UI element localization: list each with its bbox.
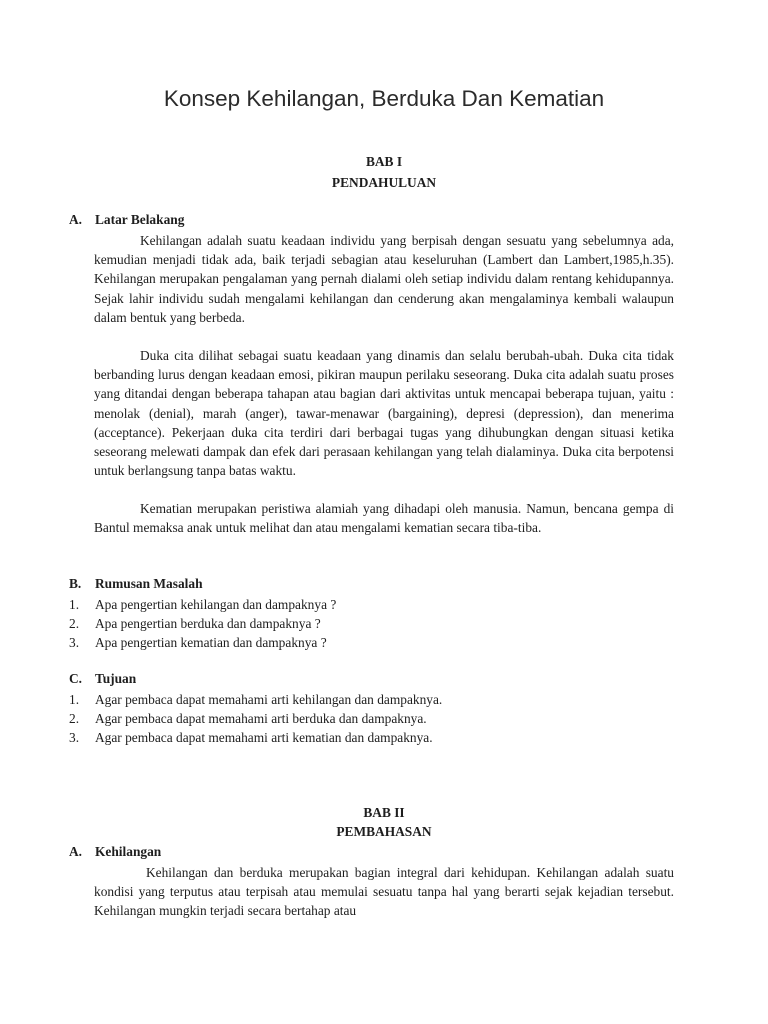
- section-letter: C.: [69, 671, 83, 686]
- chapter-name: PEMBAHASAN: [336, 824, 432, 839]
- list-number: 1.: [69, 597, 80, 612]
- paragraph: [94, 346, 674, 480]
- list-text: Agar pembaca dapat memahami arti kehilangan dan dampaknya.: [95, 692, 443, 707]
- chapter-number: BAB I: [365, 154, 403, 169]
- section-letter: B.: [69, 576, 82, 591]
- list-item: [69, 709, 442, 728]
- list-number: 1.: [69, 692, 80, 707]
- section-heading-latar-belakang: [69, 212, 184, 228]
- goal-list: [69, 690, 442, 748]
- list-text: Agar pembaca dapat memahami arti kematian dan dampaknya.: [95, 730, 433, 746]
- section-title: Latar Belakang: [95, 212, 185, 227]
- list-text: Apa pengertian kematian dan dampaknya ?: [95, 635, 327, 651]
- paragraph-text: Kematian merupakan peristiwa alamiah yang dihadapi oleh manusia. Namun, bencana gempa di Bantul memaksa anak untuk melihat dan atau mengalami kematian secara tiba-tiba.: [94, 501, 674, 536]
- list-item: [69, 690, 442, 709]
- chapter-number: BAB II: [363, 805, 405, 820]
- list-number: 2.: [69, 616, 80, 632]
- list-number: 3.: [69, 635, 80, 651]
- list-number: 2.: [69, 711, 80, 727]
- section-heading-tujuan: [69, 671, 136, 687]
- list-number: 3.: [69, 730, 80, 746]
- paragraph-text: Duka cita dilihat sebagai suatu keadaan yang dinamis dan selalu berubah-ubah. Duka cita tidak berbanding lurus dengan keadaan emosi, pikiran maupun perilaku seseorang. Duka cita adalah suatu proses yang ditandai dengan beberapa tahapan atau bagian dari aktivitas untuk mencapai beberapa tujuan, yaitu : menolak (denial), marah (anger), tawar-menawar (bargaining), depresi (depression), dan menerima (acceptance). Pekerjaan duka cita terdiri dari berbagai tugas yang dihubungkan dengan situasi ketika seseorang melewati dampak dan efek dari perasaan kehilangan yang telah dialaminya. Duka cita berpotensi untuk berlangsung tanpa batas waktu.: [94, 348, 674, 479]
- list-text: Apa pengertian berduka dan dampaknya ?: [95, 616, 321, 632]
- section-heading-kehilangan: [69, 844, 161, 860]
- list-item: [69, 633, 336, 652]
- section-title: Tujuan: [95, 671, 137, 686]
- list-item: [69, 728, 442, 747]
- list-text: Agar pembaca dapat memahami arti berduka dan dampaknya.: [95, 711, 427, 727]
- problem-list: [69, 595, 336, 653]
- paragraph-text: Kehilangan dan berduka merupakan bagian integral dari kehidupan. Kehilangan adalah suatu kondisi yang terputus atau terpisah atau memulai sesuatu tanpa hal yang berarti sejak kejadian tersebut. Kehilangan mungkin terjadi secara bertahap atau: [94, 865, 674, 919]
- section-heading-rumusan-masalah: [69, 576, 203, 592]
- paragraph: [94, 231, 674, 327]
- list-item: [69, 595, 336, 614]
- section-title: Kehilangan: [95, 844, 162, 859]
- section-letter: A.: [69, 844, 83, 859]
- document-title: Konsep Kehilangan, Berduka Dan Kematian: [163, 86, 605, 111]
- paragraph: [94, 499, 674, 537]
- paragraph-text: Kehilangan adalah suatu keadaan individu yang berpisah dengan sesuatu yang sebelumnya ada, kemudian menjadi tidak ada, baik terjadi sebagian atau keseluruhan (Lambert dan Lambert,1985,h.35). Kehilangan merupakan pengalaman yang pernah dialami oleh setiap individu dalam rentang kehidupannya. Sejak lahir individu sudah mengalami kehilangan dan cenderung akan mengalaminya kembali walaupun dalam bentuk yang berbeda.: [94, 233, 674, 325]
- list-item: [69, 614, 336, 633]
- paragraph: [94, 863, 674, 921]
- list-text: Apa pengertian kehilangan dan dampaknya ?: [95, 597, 337, 612]
- chapter-name: PENDAHULUAN: [331, 175, 437, 190]
- section-letter: A.: [69, 212, 83, 227]
- section-title: Rumusan Masalah: [95, 576, 203, 591]
